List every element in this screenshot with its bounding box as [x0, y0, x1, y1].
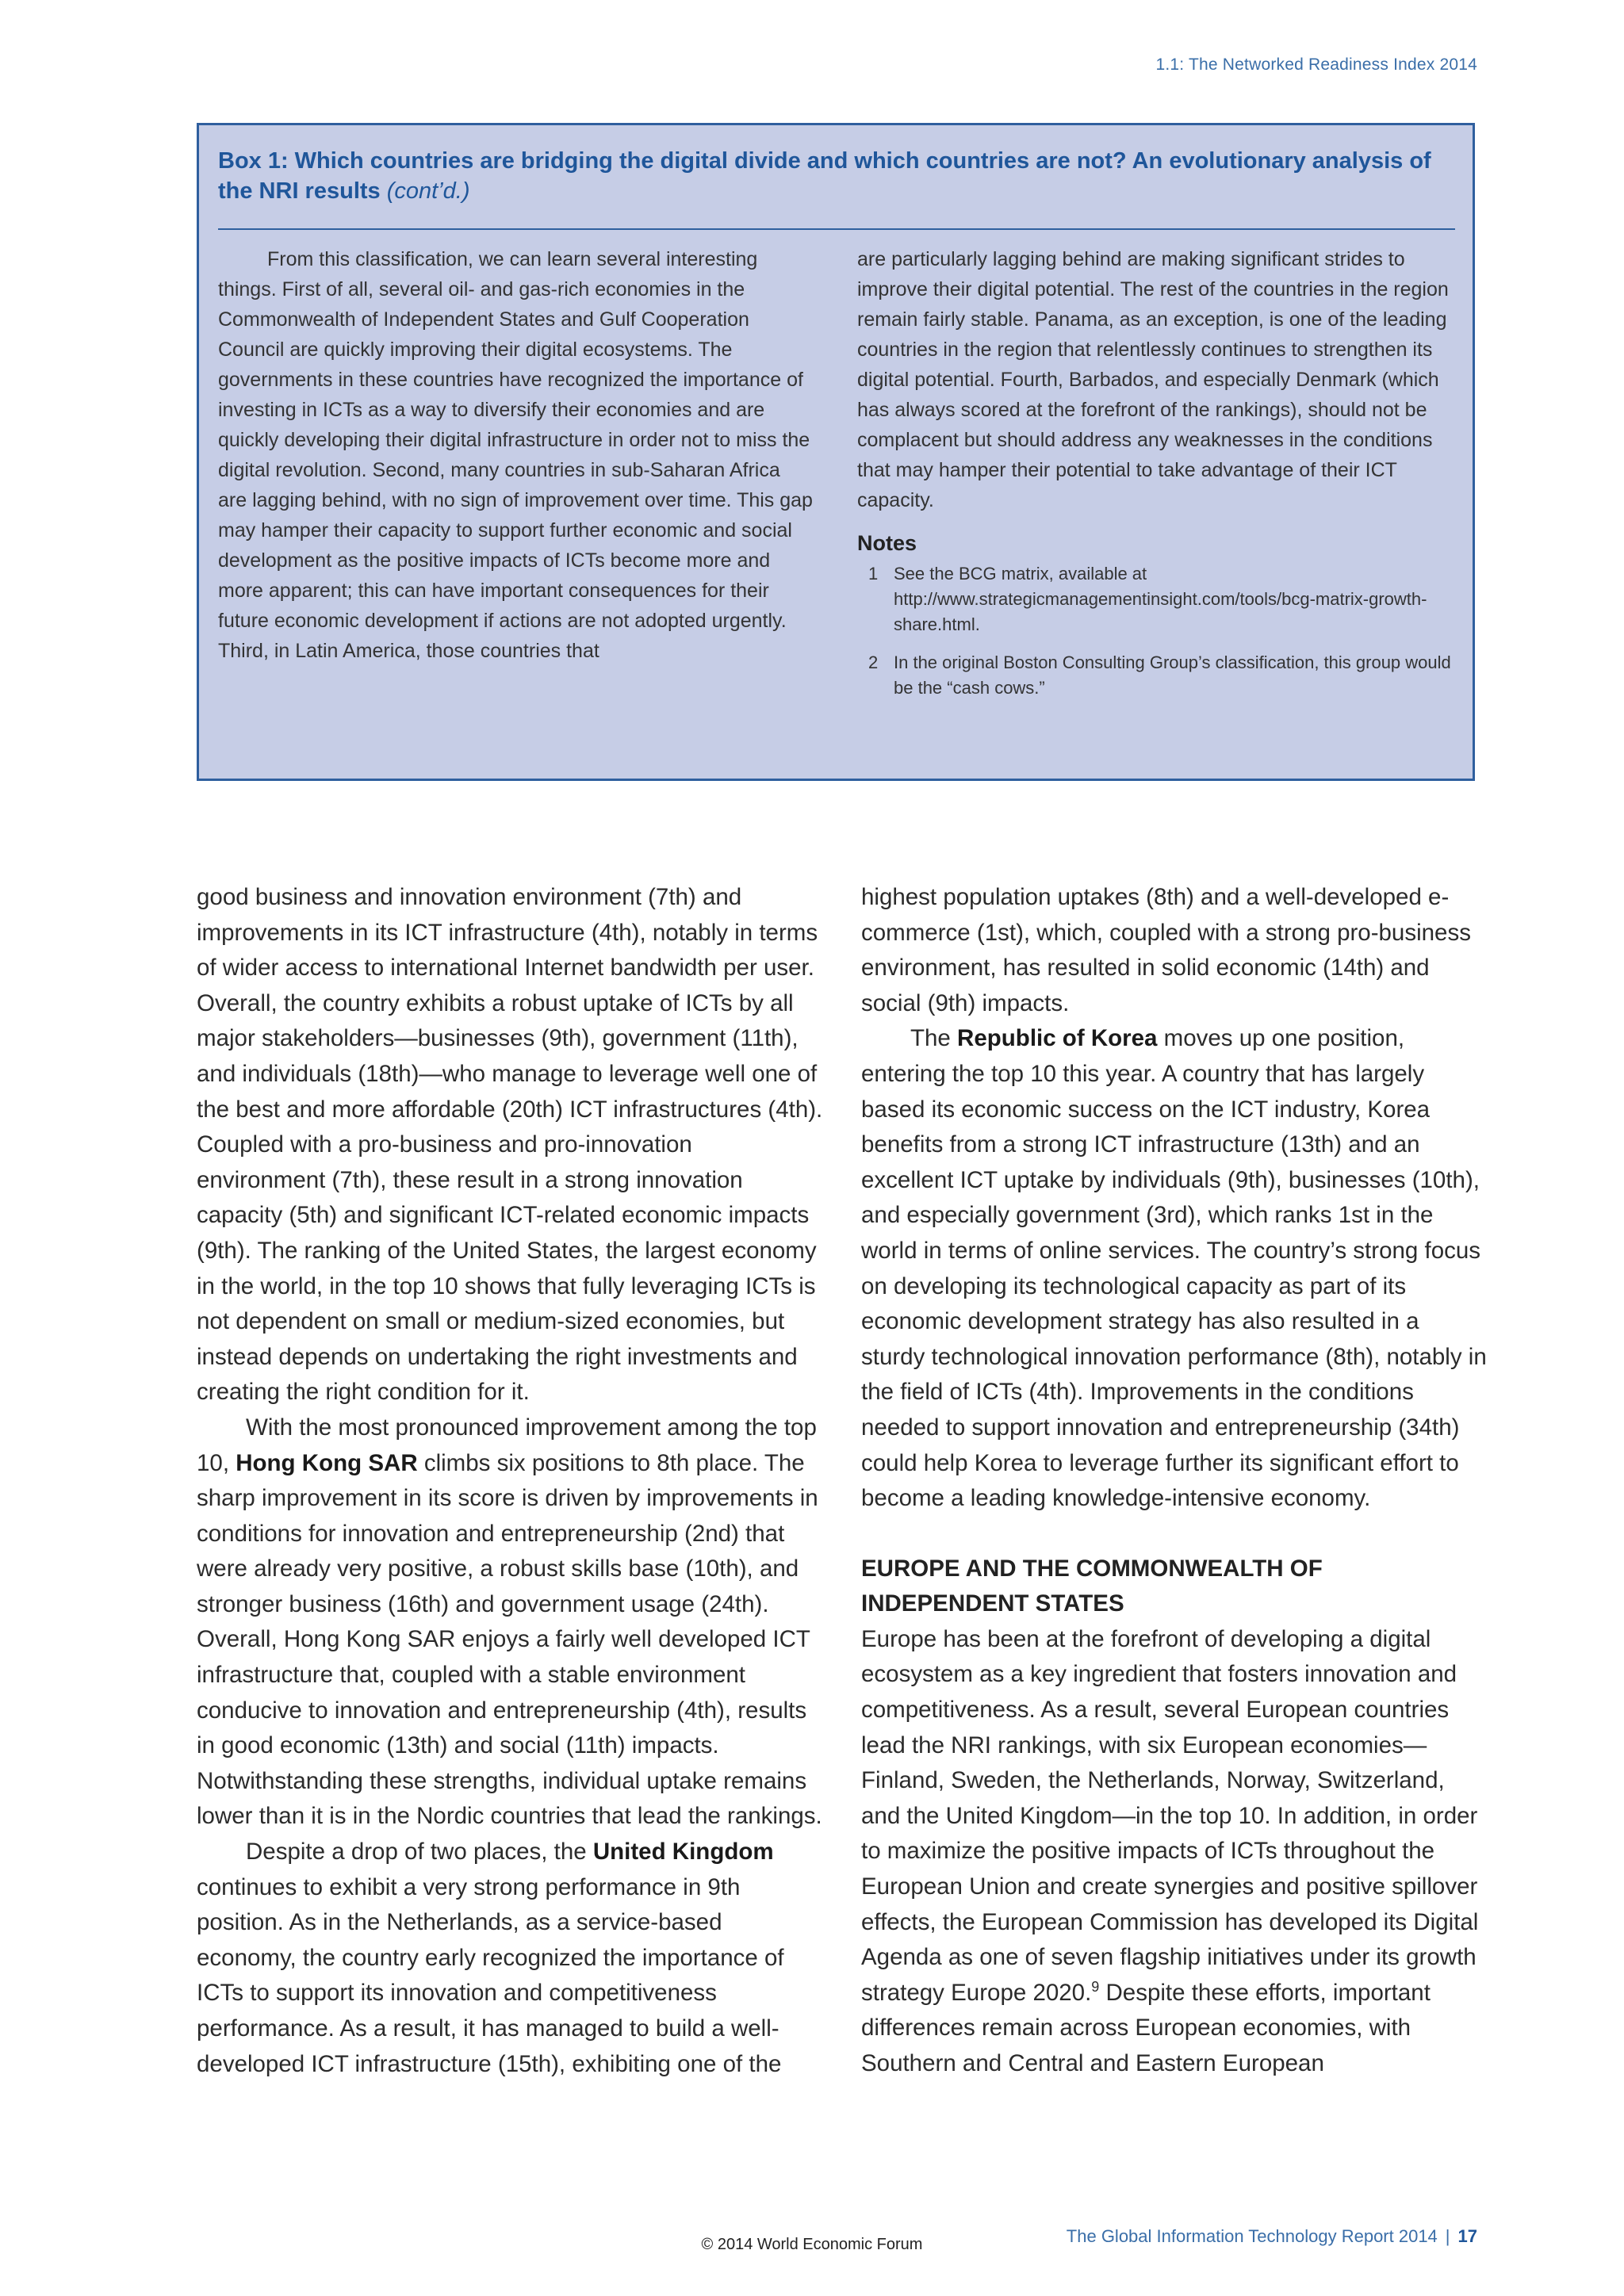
text-run: With the most pronounced improvement among the top 10, — [197, 1414, 817, 1476]
country-name: Hong Kong SAR — [236, 1449, 418, 1476]
box-1 — [197, 123, 1475, 781]
body-paragraph — [197, 1835, 823, 2082]
footer-report — [1067, 2226, 1477, 2247]
box-divider — [218, 228, 1455, 230]
country-name: Republic of Korea — [957, 1025, 1158, 1052]
text-run: Europe has been at the forefront of developing a digital ecosystem as a key ingredient that fosters innovation and competitiveness. As a result, several European countries lead the NRI rankings, with six European economies—Finland, Sweden, the Netherlands, Norway, Switzerland, and the United Kingdom—in the top 10. In addition, in order to maximize the positive impacts of ICTs throughout the European Union and create synergies and positive spillover effects, the European Commission has developed its Digital Agenda as one of seven flagship initiatives under its growth strategy Europe 2020. — [861, 1625, 1479, 2006]
note-number: 1 — [868, 564, 879, 584]
text-run: climbs six positions to 8th place. The sharp improvement in its score is driven by improvements in conditions for innovation and entrepreneurship (2nd) that were already very positive, a robust skills base (10th), and stronger business (16th) and government usage (24th). Overall, Hong Kong SAR enjoys a fairly well developed ICT infrastructure that, coupled with a stable environment conducive to innovation and entrepreneurship (4th), results in good economic (13th) and social (11th) impacts. Notwithstanding these strengths, individual uptake remains lower than it is in the Nordic countries that lead the rankings. — [197, 1449, 822, 1830]
note-item — [857, 561, 1452, 637]
text-run: Despite a drop of two places, the — [246, 1839, 587, 1866]
text-run: continues to exhibit a very strong performance in 9th position. As in the Netherlands, as a service-based economy, the country early recognized the importance of ICTs to support its innovation and competitiveness performance. As a result, it has managed to build a well-developed ICT infrastructure (15th), exhibiting one of the — [197, 1873, 784, 2077]
notes-heading: Notes — [857, 531, 917, 555]
page-number: 17 — [1457, 2226, 1477, 2246]
note-text: In the original Boston Consulting Group’s classification, this group would be the “cash cows.” — [894, 652, 1451, 698]
footer-report-title: The Global Information Technology Report 2014 — [1066, 2226, 1438, 2246]
box-paragraph: From this classification, we can learn several interesting things. First of all, several oil- and gas-rich economies in the Commonwealth of Independent States and Gulf Cooperation Council are quickly improving their digital ecosystems. The governments in these countries have recognized the importance of investing in ICTs as a way to diversify their economies and are quickly developing their digital infrastructure in order not to miss the digital revolution. Second, many countries in sub-Saharan Africa are lagging behind, with no sign of improvement over time. This gap may hamper their capacity to support further economic and social development as the positive impacts of ICTs become more and more apparent; this can have important consequences for their future economic development if actions are not adopted urgently. Third, in Latin America, those countries that — [218, 248, 813, 662]
body-paragraph — [861, 1021, 1488, 1516]
box-title — [218, 146, 1455, 206]
section-heading: EUROPE AND THE COMMONWEALTH OF INDEPENDENT STATES — [861, 1555, 1323, 1617]
body-paragraph: good business and innovation environment (7th) and improvements in its ICT infrastructure (4th), notably in terms of wider access to international Internet bandwidth per user. Overall, the country exhibits a robust uptake of ICTs by all major stakeholders—businesses (9th), government (11th), and individuals (18th)—who manage to leverage well one of the best and more affordable (20th) ICT infrastructures (4th). Coupled with a pro-business and pro-innovation environment (7th), these result in a strong innovation capacity (5th) and significant ICT-related economic impacts (9th). The ranking of the United States, the largest economy in the world, in the top 10 shows that fully leveraging ICTs is not dependent on small or medium-sized economies, but instead depends on undertaking the right investments and creating the right condition for it. — [197, 884, 823, 1406]
box-column-right — [857, 244, 1452, 714]
text-run: moves up one position, entering the top 10 this year. A country that has largely based its economic success on the ICT industry, Korea benefits from a strong ICT infrastructure (13th) and an excellent ICT uptake by individuals (9th), businesses (10th), and especially government (3rd), which ranks 1st in the world in terms of online services. The country’s strong focus on developing its technological capacity as part of its economic development strategy has also resulted in a sturdy technological innovation performance (8th), notably in the field of ICTs (4th). Improvements in the conditions needed to support innovation and entrepreneurship (34th) could help Korea to leverage further its significant effort to become a leading knowledge-intensive economy. — [861, 1025, 1487, 1512]
body-column-right — [861, 880, 1488, 2082]
text-run: Despite these efforts, important differences remain across European economies, with Southern and Central and Eastern European — [861, 1979, 1431, 2076]
body-paragraph — [861, 1622, 1488, 2082]
box-title-text: Box 1: Which countries are bridging the digital divide and which countries are not? An evolutionary analysis of the NRI results — [218, 148, 1431, 204]
footer-separator: | — [1445, 2226, 1450, 2246]
box-column-left — [218, 244, 813, 666]
text-run: The — [910, 1025, 951, 1052]
footnote-ref[interactable]: 9 — [1091, 1978, 1100, 1995]
note-number: 2 — [868, 652, 879, 672]
note-text: See the BCG matrix, available at http://www.strategicmanagementinsight.com/tools/bcg-matrix-growth-share.html. — [894, 564, 1427, 634]
note-item — [857, 650, 1452, 701]
body-column-left — [197, 880, 823, 2082]
body-paragraph — [197, 1410, 823, 1835]
country-name: United Kingdom — [592, 1839, 774, 1866]
body-paragraph: highest population uptakes (8th) and a well-developed e-commerce (1st), which, coupled with a strong pro-business environment, has resulted in solid economic (14th) and social (9th) impacts. — [861, 884, 1471, 1016]
box-paragraph: are particularly lagging behind are making significant strides to improve their digital potential. The rest of the countries in the region remain fairly stable. Panama, as an exception, is one of the leading countries in the region that relentlessly continues to strengthen its digital potential. Fourth, Barbados, and especially Denmark (which has always scored at the forefront of the rankings), should not be complacent but should address any weaknesses in the conditions that may hamper their potential to take advantage of their ICT capacity. — [857, 248, 1449, 511]
running-head: 1.1: The Networked Readiness Index 2014 — [1155, 55, 1477, 74]
box-title-contd: (cont’d.) — [386, 178, 470, 204]
footer-copyright: © 2014 World Economic Forum — [701, 2236, 923, 2253]
